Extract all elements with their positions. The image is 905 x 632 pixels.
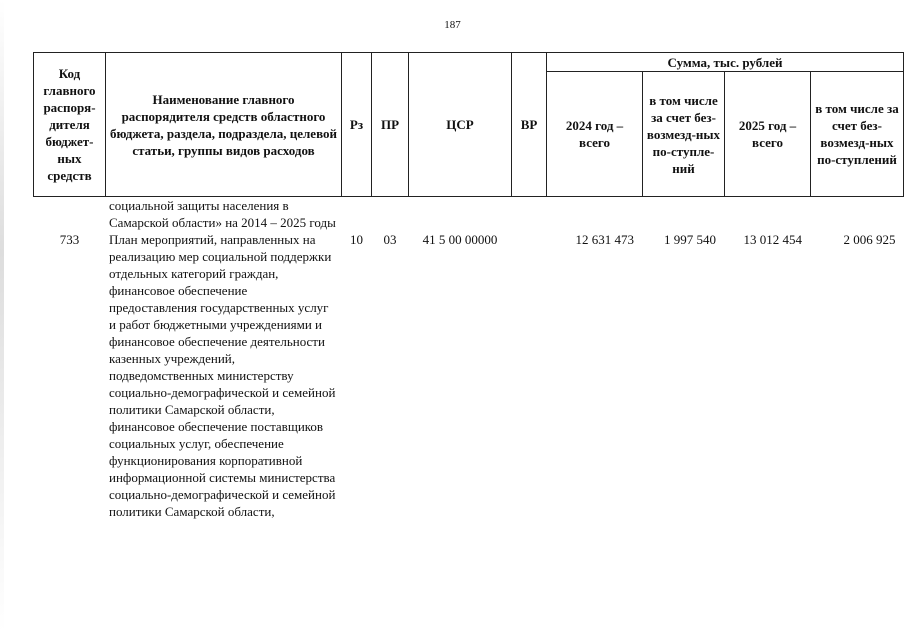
continuation-text: социальной защиты населения в Самарской области» на 2014 – 2025 годы (109, 198, 336, 230)
continuation-row (34, 197, 904, 232)
row-code: 733 (59, 232, 80, 247)
row-2024-free: 1 997 540 (664, 232, 716, 247)
row-pr: 03 (383, 232, 397, 247)
row-2025-free: 2 006 925 (843, 232, 896, 247)
table-row (34, 231, 904, 520)
header-name: Наименование главного распорядителя средств областного бюджета, раздела, подраздела, целевой статьи, группы видов расходов (106, 53, 342, 197)
row-2025-total: 13 012 454 (743, 232, 802, 247)
row-2024-total: 12 631 473 (575, 232, 634, 247)
row-name: План мероприятий, направленных на реализацию мер социальной поддержки отдельных категорий граждан, финансовое обеспечение предоставления государственных услуг и работ бюджетными учреждениями и финансовое обеспечение деятельности казенных учреждений, подведомственных министерству социально-демографической и семейной политики Самарской области, финансовое обеспечение поставщиков социальных услуг, обеспечение функционирования корпоративной информационной системы министерства социально-демографической и семейной политики Самарской области, (109, 232, 336, 519)
row-vr (512, 231, 547, 520)
header-2025-total: 2025 год – всего (725, 72, 811, 197)
header-vr: ВР (512, 53, 547, 197)
header-2024-free: в том числе за счет без-возмезд-ных по-ступле-ний (643, 72, 725, 197)
budget-table (33, 52, 904, 520)
header-2024-total: 2024 год – всего (547, 72, 643, 197)
row-rz: 10 (350, 232, 363, 247)
header-rz: Рз (342, 53, 372, 197)
header-sum-group: Сумма, тыс. рублей (547, 53, 904, 72)
header-csr: ЦСР (409, 53, 512, 197)
header-pr: ПР (372, 53, 409, 197)
row-csr: 41 5 00 00000 (422, 232, 498, 247)
header-code: Код главного распоря-дителя бюджет-ных средств (34, 53, 106, 197)
page-number: 187 (444, 19, 461, 31)
scan-edge-shadow (0, 0, 4, 632)
header-2025-free: в том числе за счет без-возмезд-ных по-ступлений (811, 72, 904, 197)
